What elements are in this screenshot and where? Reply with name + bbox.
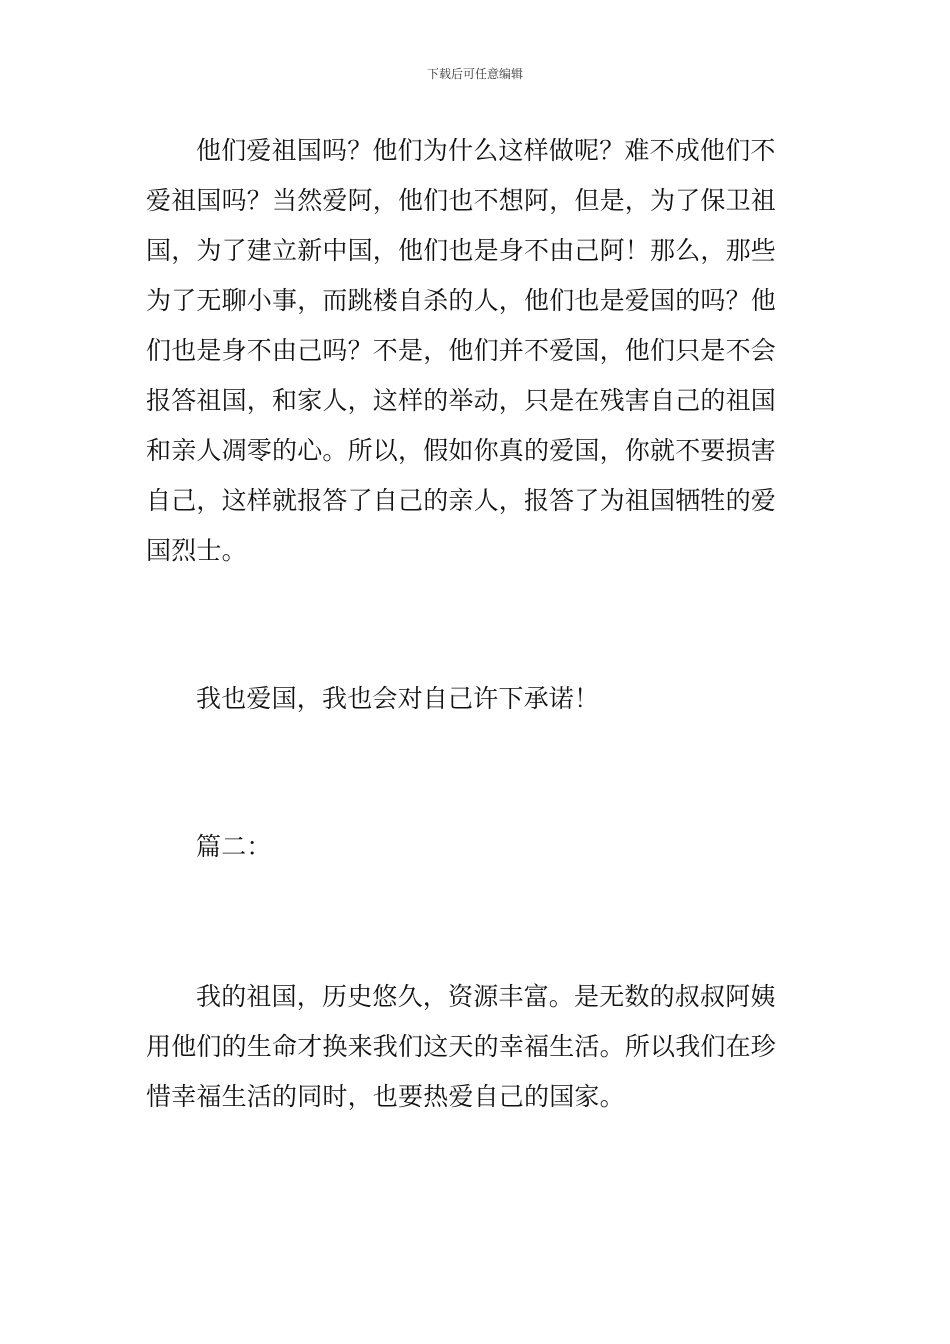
- text-line: 自己，这样就报答了自己的亲人，报答了为祖国牺牲的爱: [146, 486, 777, 515]
- text-line: 报答祖国，和家人，这样的举动，只是在残害自己的祖国: [146, 386, 777, 415]
- text-line: 为了无聊小事，而跳楼自杀的人，他们也是爱国的吗？他: [146, 286, 777, 315]
- page-header: 下载后可任意编辑: [426, 67, 523, 81]
- text-line: 国，为了建立新中国，他们也是身不由己阿！那么，那些: [146, 236, 777, 265]
- text-line: 我的祖国，历史悠久，资源丰富。是无数的叔叔阿姨: [196, 982, 776, 1011]
- text-line: 我也爱国，我也会对自己许下承诺！: [196, 684, 600, 713]
- text-line: 爱祖国吗？当然爱阿，他们也不想阿，但是，为了保卫祖: [146, 186, 777, 215]
- text-line: 惜幸福生活的同时，也要热爱自己的国家。: [146, 1082, 625, 1111]
- text-line: 篇二：: [196, 832, 272, 861]
- text-line: 用他们的生命才换来我们这天的幸福生活。所以我们在珍: [146, 1032, 777, 1061]
- text-line: 国烈士。: [146, 536, 247, 565]
- text-line: 们也是身不由己吗？不是，他们并不爱国，他们只是不会: [146, 336, 777, 365]
- text-line: 他们爱祖国吗？他们为什么这样做呢？难不成他们不: [196, 136, 776, 165]
- text-line: 和亲人凋零的心。所以，假如你真的爱国，你就不要损害: [146, 436, 777, 465]
